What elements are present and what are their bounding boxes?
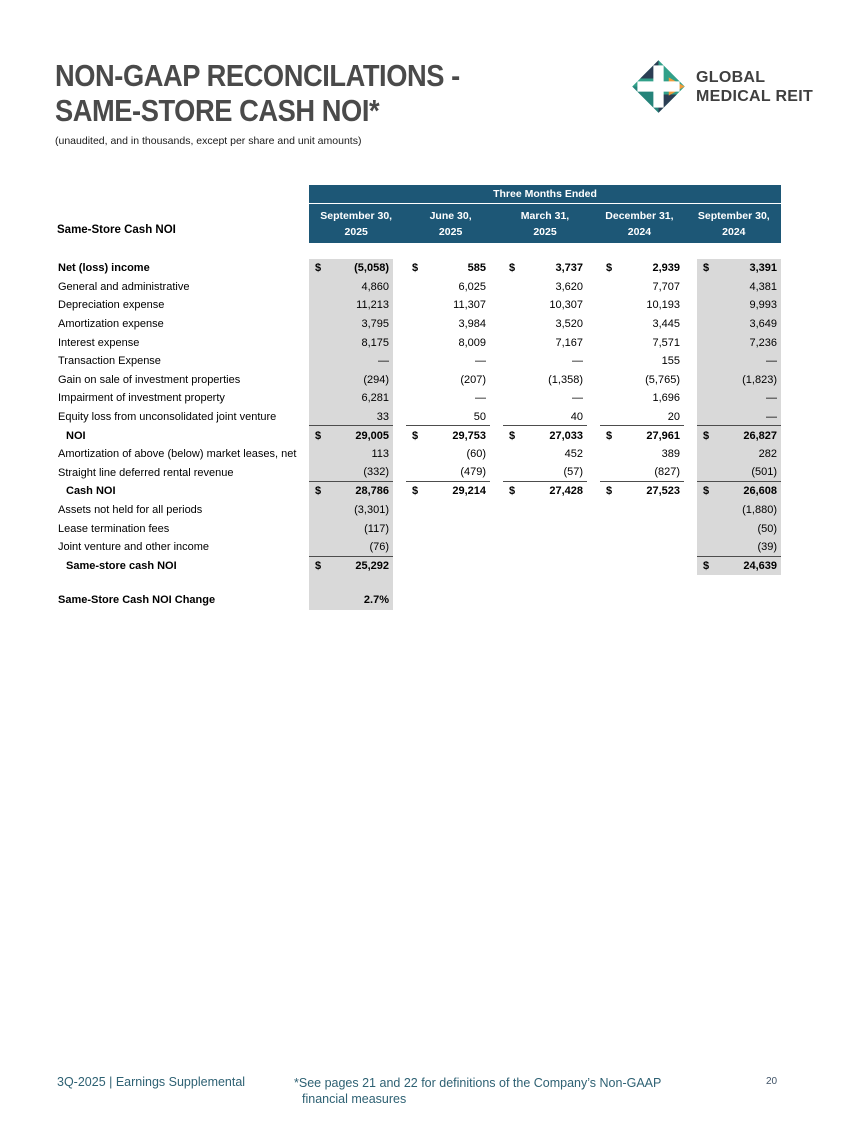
date-column-header: June 30, 2025	[429, 210, 472, 238]
value-cell: 389	[661, 448, 680, 461]
row-label: General and administrative	[58, 280, 190, 293]
value-cell: 113	[309, 445, 393, 464]
logo-text-line1: GLOBAL	[696, 68, 766, 86]
row-label: Amortization of above (below) market leases, net	[58, 448, 297, 461]
table-row	[57, 259, 781, 278]
table-row	[57, 501, 781, 520]
dates-row	[309, 204, 781, 243]
company-logo	[630, 58, 813, 115]
table-spacer-row	[57, 575, 781, 591]
dollar-sign: $	[606, 262, 613, 275]
value-cell: $ 28,786	[309, 482, 393, 501]
value-cell: $ 585	[412, 262, 486, 275]
value-cell: 3,795	[309, 315, 393, 334]
table-row	[57, 482, 781, 501]
dollar-sign: $	[509, 429, 516, 442]
value-cell	[697, 591, 781, 610]
footer-left: 3Q-2025 | Earnings Supplemental	[57, 1075, 246, 1089]
value-cell: 8,009	[458, 336, 486, 349]
row-label: Transaction Expense	[58, 355, 161, 368]
value-cell	[503, 519, 587, 538]
row-label: Assets not held for all periods	[58, 504, 203, 517]
value-cell: (60)	[466, 448, 486, 461]
dollar-sign: $	[315, 429, 322, 442]
value-cell	[503, 538, 587, 557]
page-title	[55, 58, 460, 128]
dollar-sign: $	[412, 262, 419, 275]
row-label: Same-Store Cash NOI Change	[58, 594, 216, 607]
row-label: NOI	[66, 429, 86, 442]
value-cell: 3,620	[555, 280, 583, 293]
value-cell: 33	[309, 408, 393, 427]
value-cell: 2.7%	[309, 591, 393, 610]
dollar-sign: $	[703, 262, 710, 275]
row-label: Impairment of investment property	[58, 392, 225, 405]
value-cell: $ 24,639	[697, 557, 781, 576]
dollar-sign: $	[703, 429, 710, 442]
value-cell: (1,358)	[548, 373, 583, 386]
row-label: Same-store cash NOI	[66, 559, 177, 572]
value-cell: $ 27,428	[509, 485, 583, 498]
value-cell: 1,696	[652, 392, 680, 405]
table-row	[57, 296, 781, 315]
value-cell: —	[572, 392, 583, 405]
row-label: Straight line deferred rental revenue	[58, 466, 234, 479]
value-cell: —	[697, 389, 781, 408]
value-cell: —	[475, 355, 486, 368]
table-row	[57, 371, 781, 390]
value-cell: —	[697, 352, 781, 371]
value-cell	[406, 557, 490, 576]
dollar-sign: $	[509, 485, 516, 498]
value-cell: 7,707	[652, 280, 680, 293]
value-cell: 10,193	[646, 299, 680, 312]
value-cell: $ 27,523	[606, 485, 680, 498]
value-cell	[600, 538, 684, 557]
value-cell: $ 3,391	[697, 259, 781, 278]
value-cell: 3,520	[555, 318, 583, 331]
table-header	[57, 185, 781, 243]
value-cell	[406, 538, 490, 557]
value-cell: 3,649	[697, 315, 781, 334]
value-cell: (76)	[309, 538, 393, 557]
value-cell: 4,860	[309, 278, 393, 297]
value-cell: $ 26,827	[697, 426, 781, 445]
value-cell: 7,571	[652, 336, 680, 349]
value-cell	[503, 557, 587, 576]
value-cell: 6,025	[458, 280, 486, 293]
dollar-sign: $	[703, 559, 710, 572]
value-cell: $ 26,608	[697, 482, 781, 501]
value-cell: 282	[697, 445, 781, 464]
date-column-header: September 30, 2025	[320, 210, 393, 238]
value-cell: —	[475, 392, 486, 405]
table-row	[57, 464, 781, 483]
dollar-sign: $	[315, 559, 322, 572]
footnote-line1: *See pages 21 and 22 for definitions of the Company’s Non-GAAP	[294, 1076, 662, 1090]
logo-cross-icon	[630, 58, 687, 115]
value-cell: —	[572, 355, 583, 368]
value-cell	[309, 575, 393, 591]
value-cell: (294)	[309, 371, 393, 390]
value-cell	[600, 575, 684, 591]
table-row	[57, 389, 781, 408]
dollar-sign: $	[315, 262, 322, 275]
value-cell: 6,281	[309, 389, 393, 408]
value-cell	[503, 591, 587, 610]
value-cell: $ 3,737	[509, 262, 583, 275]
dollar-sign: $	[509, 262, 516, 275]
row-label: Joint venture and other income	[58, 541, 210, 554]
same-store-cash-noi-table	[57, 185, 781, 610]
value-cell: 8,175	[309, 333, 393, 352]
value-cell: $ 2,939	[606, 262, 680, 275]
value-cell: 155	[661, 355, 680, 368]
date-column-header: March 31, 2025	[520, 210, 570, 238]
date-column-header: September 30, 2024	[697, 210, 770, 238]
value-cell: 40	[503, 408, 587, 427]
value-cell: (3,301)	[309, 501, 393, 520]
span-header: Three Months Ended	[309, 185, 781, 204]
row-label: Amortization expense	[58, 318, 164, 331]
row-label: Equity loss from unconsolidated joint venture	[58, 411, 277, 424]
value-cell	[600, 519, 684, 538]
table-row	[57, 352, 781, 371]
value-cell: (57)	[503, 464, 587, 483]
table-row	[57, 591, 781, 610]
value-cell	[503, 501, 587, 520]
value-cell: $ 25,292	[309, 557, 393, 576]
value-cell: 10,307	[549, 299, 583, 312]
value-cell: (479)	[406, 464, 490, 483]
logo-text	[696, 68, 813, 106]
row-label: Net (loss) income	[58, 262, 150, 275]
dollar-sign: $	[703, 485, 710, 498]
value-cell	[406, 501, 490, 520]
page-number: 20	[766, 1076, 778, 1087]
value-cell	[406, 519, 490, 538]
value-cell: $ 27,961	[606, 429, 680, 442]
row-label: Cash NOI	[66, 485, 116, 498]
value-cell	[600, 557, 684, 576]
value-cell: 4,381	[697, 278, 781, 297]
value-cell	[600, 501, 684, 520]
dollar-sign: $	[412, 485, 419, 498]
row-label: Interest expense	[58, 336, 140, 349]
value-cell: $ 27,033	[509, 429, 583, 442]
value-cell: $ 29,753	[412, 429, 486, 442]
table-row	[57, 408, 781, 427]
value-cell: (50)	[697, 519, 781, 538]
value-cell: 452	[564, 448, 583, 461]
value-cell: 7,167	[555, 336, 583, 349]
value-cell: (1,823)	[697, 371, 781, 390]
value-cell: 7,236	[697, 333, 781, 352]
title-block	[55, 58, 515, 147]
table-row	[57, 315, 781, 334]
value-cell	[406, 575, 490, 591]
table-row	[57, 333, 781, 352]
row-label: Depreciation expense	[58, 299, 165, 312]
value-cell: $ 29,005	[309, 426, 393, 445]
table-row	[57, 278, 781, 297]
value-cell	[503, 575, 587, 591]
date-column-header: December 31, 2024	[605, 210, 674, 238]
row-label: Gain on sale of investment properties	[58, 373, 241, 386]
value-cell: (332)	[309, 464, 393, 483]
value-cell: 11,307	[453, 299, 486, 312]
section-label: Same-Store Cash NOI	[57, 224, 176, 236]
value-cell: $ (5,058)	[309, 259, 393, 278]
logo-text-line2: MEDICAL REIT	[696, 87, 814, 105]
value-cell: (207)	[460, 373, 486, 386]
table-row	[57, 557, 781, 576]
dollar-sign: $	[606, 485, 613, 498]
value-cell: (5,765)	[645, 373, 680, 386]
value-cell	[697, 575, 781, 591]
value-cell: $ 29,214	[412, 485, 486, 498]
value-cell: —	[309, 352, 393, 371]
value-cell: —	[697, 408, 781, 427]
dollar-sign: $	[412, 429, 419, 442]
table-row	[57, 538, 781, 557]
value-cell: 20	[600, 408, 684, 427]
table-body	[57, 259, 781, 610]
dollar-sign: $	[315, 485, 322, 498]
value-cell	[600, 591, 684, 610]
footnote-line2: financial measures	[302, 1092, 407, 1106]
value-cell: 3,445	[652, 318, 680, 331]
value-cell: 3,984	[458, 318, 486, 331]
value-cell: (827)	[600, 464, 684, 483]
value-cell: 11,213	[309, 296, 393, 315]
table-row	[57, 445, 781, 464]
row-label	[57, 575, 309, 591]
value-cell: (117)	[309, 519, 393, 538]
page-title-line1: NON-GAAP RECONCILATIONS -	[55, 58, 460, 93]
value-cell: (501)	[697, 464, 781, 483]
table-header-block	[309, 185, 781, 243]
dollar-sign: $	[606, 429, 613, 442]
page-subtitle: (unaudited, and in thousands, except per share and unit amounts)	[55, 135, 362, 147]
table-row	[57, 519, 781, 538]
row-label: Lease termination fees	[58, 522, 170, 535]
value-cell: 50	[406, 408, 490, 427]
value-cell: (1,880)	[697, 501, 781, 520]
value-cell	[406, 591, 490, 610]
value-cell: (39)	[697, 538, 781, 557]
value-cell: 9,993	[697, 296, 781, 315]
page-title-line2: SAME-STORE CASH NOI*	[55, 93, 380, 128]
footnote	[294, 1075, 661, 1107]
table-row	[57, 426, 781, 445]
